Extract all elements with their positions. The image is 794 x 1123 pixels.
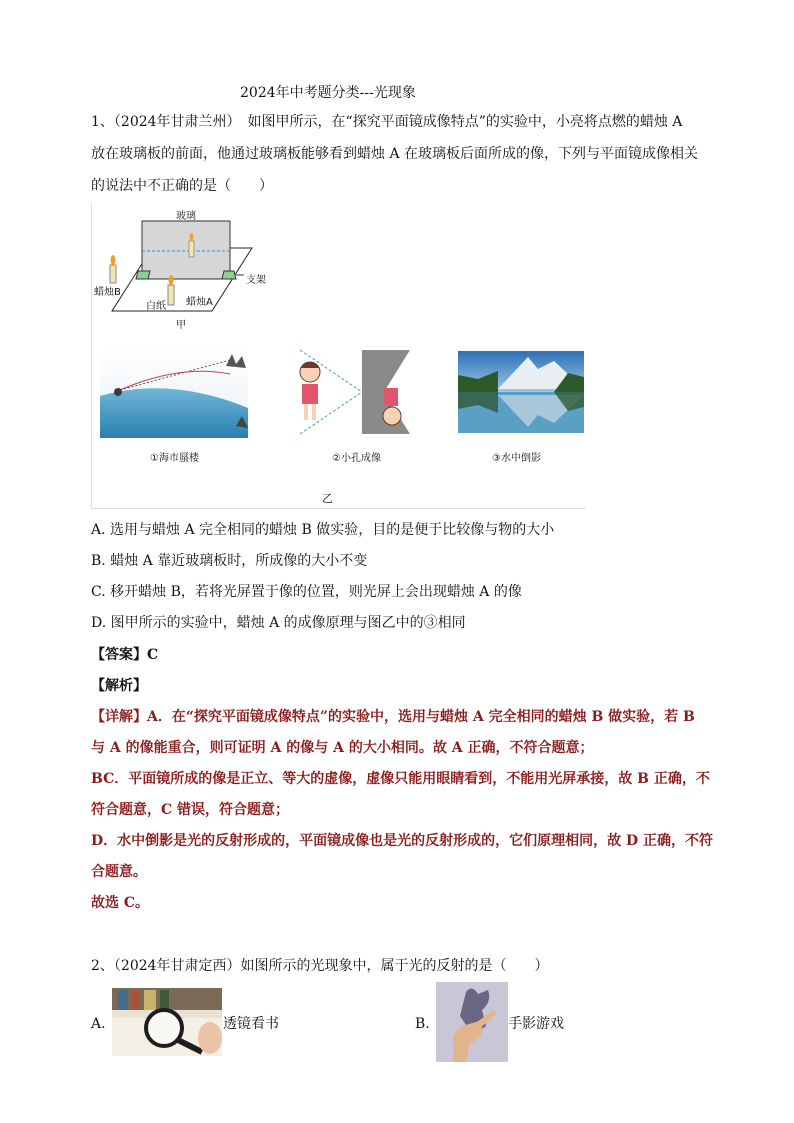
q1-option-a: A. 选用与蜡烛 A 完全相同的蜡烛 B 做实验，目的是便于比较像与物的大小	[91, 522, 555, 538]
q1-detail-line2: 与 A 的像能重合，则可证明 A 的像与 A 的大小相同。故 A 正确，不符合题意；	[91, 740, 594, 756]
q1-detail-line4: 符合题意，C 错误，符合题意；	[91, 802, 290, 818]
candle-a-label: 蜡烛A	[186, 297, 213, 308]
q1-option-b: B. 蜡烛 A 靠近玻璃板时，所成像的大小不变	[91, 553, 368, 569]
page-title: 2024年中考题分类---光现象	[240, 85, 416, 101]
q1-detail-line3: BC．平面镜所成的像是正立、等大的虚像，虚像只能用眼睛看到，不能用光屏承接，故 B 正确，不	[91, 771, 710, 787]
figure-jia-label: 甲	[176, 320, 186, 331]
figure-yi-label: 乙	[322, 492, 333, 505]
paper-label: 白纸	[146, 301, 166, 312]
mirage-image	[100, 346, 248, 438]
q2-option-a-letter: A.	[91, 1016, 106, 1032]
pinhole-image	[280, 346, 410, 438]
q2-stem: 2、（2024年甘肃定西）如图所示的光现象中，属于光的反射的是（ ）	[91, 958, 549, 974]
candle-b-label: 蜡烛B	[94, 287, 121, 298]
q2-option-a-text: 透镜看书	[223, 1016, 279, 1032]
water-reflection-image	[458, 351, 584, 433]
q2-option-b-text: 手影游戏	[508, 1016, 564, 1032]
magnifier-reading-image	[112, 988, 222, 1056]
caption-pinhole: ②小孔成像	[332, 453, 381, 464]
glass-label: 玻璃	[176, 211, 196, 222]
q1-detail-line6: 合题意。	[91, 864, 147, 880]
q1-option-c: C. 移开蜡烛 B，若将光屏置于像的位置，则光屏上会出现蜡烛 A 的像	[91, 584, 522, 600]
caption-mirage: ①海市蜃楼	[150, 453, 199, 464]
q1-analysis-heading: 【解析】	[91, 678, 147, 694]
mirror-experiment-diagram	[92, 203, 292, 333]
q1-stem-line1: 1、（2024年甘肃兰州） 如图甲所示，在“探究平面镜成像特点”的实验中，小亮将点燃的蜡烛 A	[91, 114, 683, 130]
q1-option-d: D. 图甲所示的实验中，蜡烛 A 的成像原理与图乙中的③相同	[91, 615, 466, 631]
q2-option-b-letter: B.	[415, 1016, 430, 1032]
q1-figure	[91, 203, 586, 509]
q1-detail-conclusion: 故选 C。	[91, 895, 150, 911]
caption-water-reflection: ③水中倒影	[492, 453, 541, 464]
q1-answer: 【答案】C	[91, 647, 159, 663]
q1-detail-line1: 【详解】A．在“探究平面镜成像特点”的实验中，选用与蜡烛 A 完全相同的蜡烛 B 做实验，若 B	[91, 709, 695, 725]
hand-shadow-image	[436, 982, 508, 1062]
stand-label: 支架	[246, 275, 266, 286]
q1-stem-line2: 放在玻璃板的前面，他通过玻璃板能够看到蜡烛 A 在玻璃板后面所成的像，下列与平面镜成像相关	[91, 146, 699, 162]
q1-detail-line5: D．水中倒影是光的反射形成的，平面镜成像也是光的反射形成的，它们原理相同，故 D 正确，不符	[91, 833, 714, 849]
q1-stem-line3: 的说法中不正确的是（ ）	[91, 178, 273, 194]
